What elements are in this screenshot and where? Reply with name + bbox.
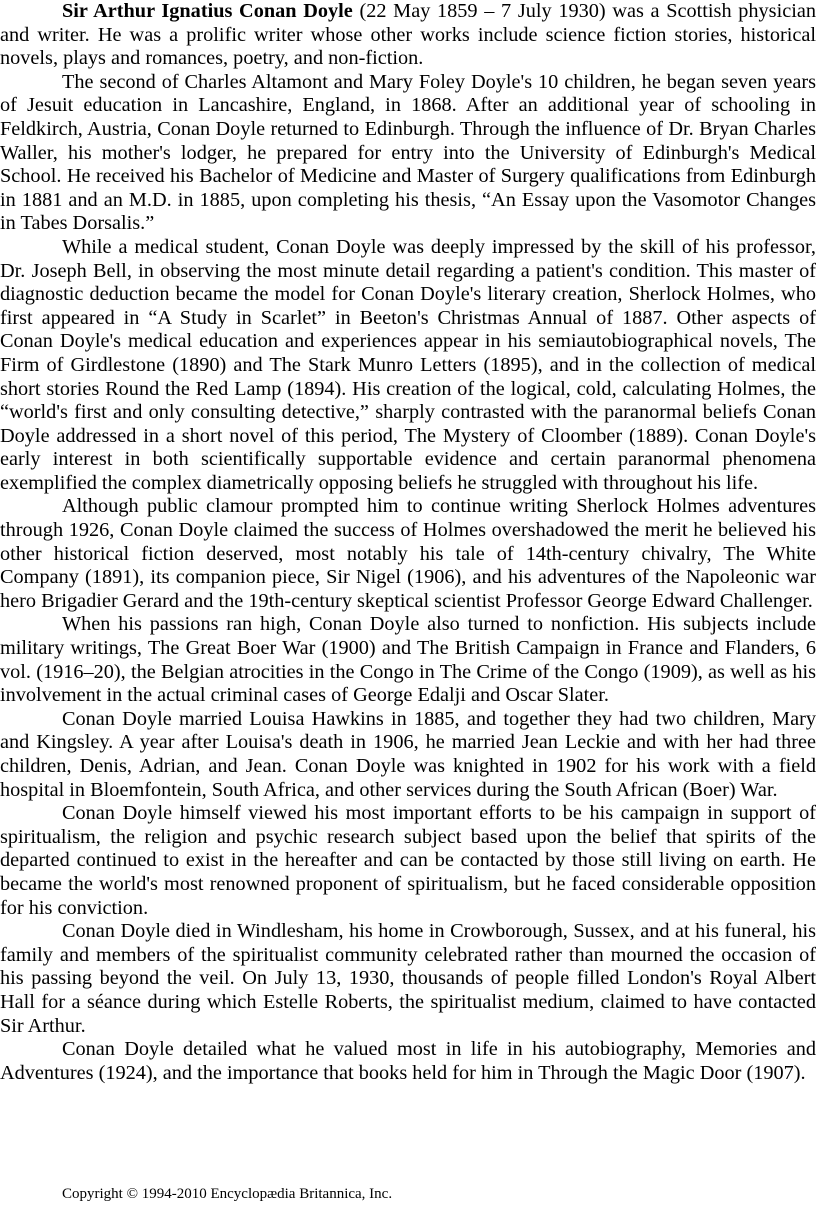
subject-name: Sir Arthur Ignatius Conan Doyle [62,0,353,22]
paragraph-intro [0,0,816,71]
intro-text: (22 May 1859 – 7 July 1930) was a Scottish physician and writer. He was a prolific writer whose other works include science fiction stories, historical novels, plays and romances, poetry, and non-fiction. [0,0,816,70]
paragraph-historical-fiction: Although public clamour prompted him to continue writing Sherlock Holmes adventures through 1926, Conan Doyle claimed the success of Holmes overshadowed the merit he believed his other historical fiction deserved, most notably his tale of 14th-century chivalry, The White Company (1891), its companion piece, Sir Nigel (1906), and his adventures of the Napoleonic war hero Brigadier Gerard and the 19th-century skeptical scientist Professor George Edward Challenger. [0,495,816,612]
paragraph-nonfiction: When his passions ran high, Conan Doyle also turned to nonfiction. His subjects include military writings, The Great Boer War (1900) and The British Campaign in France and Flanders, 6 vol. (1916–20), the Belgian atrocities in the Congo in The Crime of the Congo (1909), as well as his involvement in the actual criminal cases of George Edalji and Oscar Slater. [0,613,816,707]
paragraph-medical-student: While a medical student, Conan Doyle was deeply impressed by the skill of his professor, Dr. Joseph Bell, in observing the most minute detail regarding a patient's condition. This master of diagnostic deduction became the model for Conan Doyle's literary creation, Sherlock Holmes, who first appeared in “A Study in Scarlet” in Beeton's Christmas Annual of 1887. Other aspects of Conan Doyle's medical education and experiences appear in his semiautobiographical novels, The Firm of Girdlestone (1890) and The Stark Munro Letters (1895), and in the collection of medical short stories Round the Red Lamp (1894). His creation of the logical, cold, calculating Holmes, the “world's first and only consulting detective,” sharply contrasted with the paranormal beliefs Conan Doyle addressed in a short novel of this period, The Mystery of Cloomber (1889). Conan Doyle's early interest in both scientifically supportable evidence and certain paranormal phenomena exemplified the complex diametrically opposing beliefs he struggled with throughout his life. [0,235,816,494]
paragraph-spiritualism: Conan Doyle himself viewed his most important efforts to be his campaign in support of spiritualism, the religion and psychic research subject based upon the belief that spirits of the departed continued to exist in the hereafter and can be contacted by those still living on earth. He became the world's most renowned proponent of spiritualism, but he faced considerable opposition for his conviction. [0,802,816,919]
paragraph-family: Conan Doyle married Louisa Hawkins in 1885, and together they had two children, Mary and Kingsley. A year after Louisa's death in 1906, he married Jean Leckie and with her had three children, Denis, Adrian, and Jean. Conan Doyle was knighted in 1902 for his work with a field hospital in Bloemfontein, South Africa, and other services during the South African (Boer) War. [0,707,816,801]
paragraph-education: The second of Charles Altamont and Mary Foley Doyle's 10 children, he began seven years of Jesuit education in Lancashire, England, in 1868. After an additional year of schooling in Feldkirch, Austria, Conan Doyle returned to Edinburgh. Through the influence of Dr. Bryan Charles Waller, his mother's lodger, he prepared for entry into the University of Edinburgh's Medical School. He received his Bachelor of Medicine and Master of Surgery qualifications from Edinburgh in 1881 and an M.D. in 1885, upon completing his thesis, “An Essay upon the Vasomotor Changes in Tabes Dorsalis.” [0,70,816,235]
paragraph-death: Conan Doyle died in Windlesham, his home in Crowborough, Sussex, and at his funeral, his family and members of the spiritualist community celebrated rather than mourned the occasion of his passing beyond the veil. On July 13, 1930, thousands of people filled London's Royal Albert Hall for a séance during which Estelle Roberts, the spiritualist medium, claimed to have contacted Sir Arthur. [0,920,816,1037]
copyright-notice: Copyright © 1994-2010 Encyclopædia Britannica, Inc. [62,1186,393,1202]
paragraph-autobiography: Conan Doyle detailed what he valued most in life in his autobiography, Memories and Adventures (1924), and the importance that books held for him in Through the Magic Door (1907). [0,1038,816,1084]
